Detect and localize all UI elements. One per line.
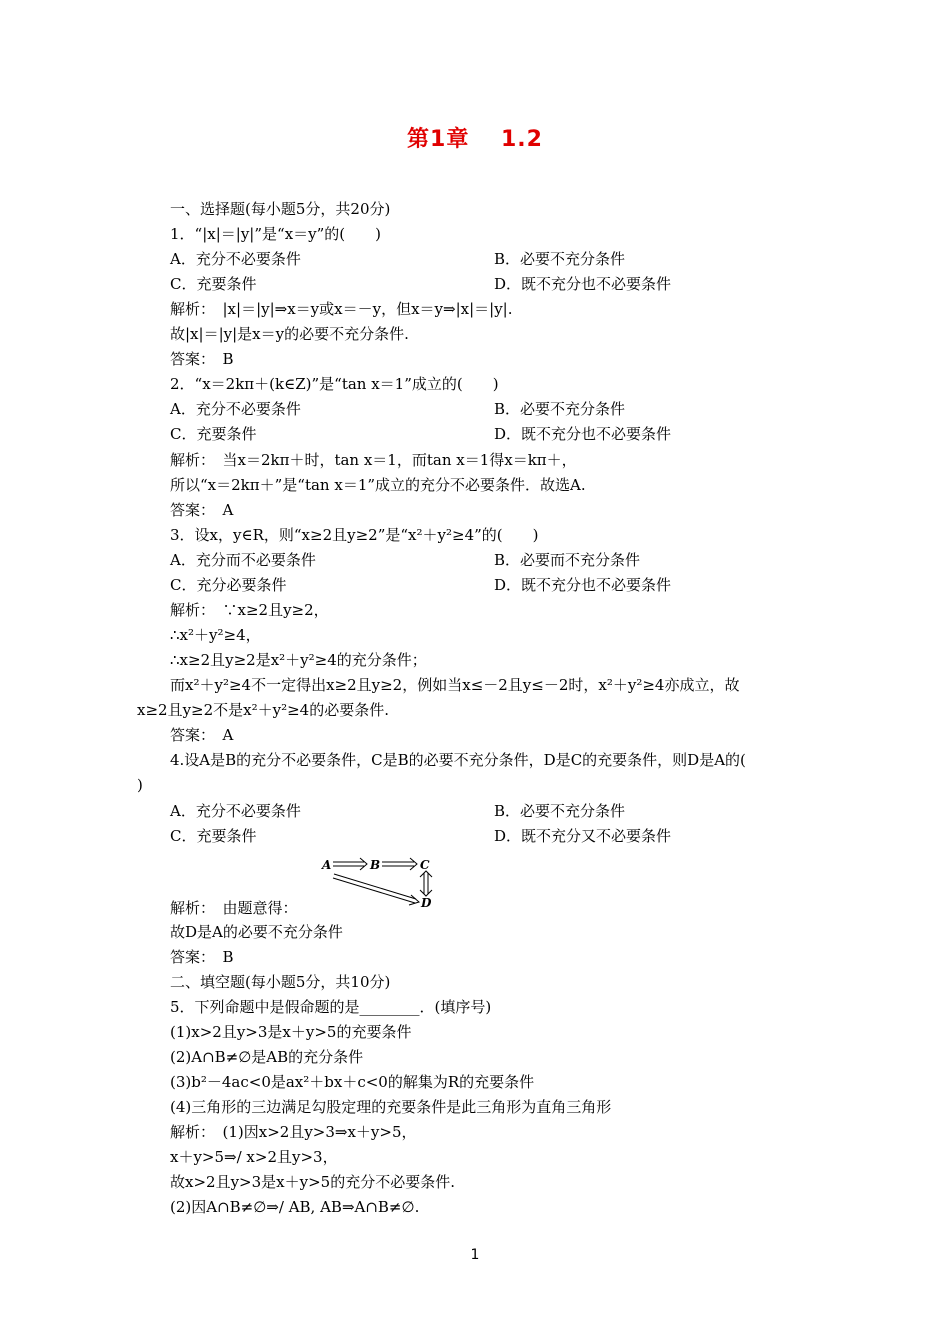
diagram-node-d: D (421, 896, 432, 910)
q2-option-a: A．充分不必要条件 (170, 400, 301, 418)
q2-analysis-2: 所以“x＝2kπ＋”是“tan x＝1”成立的充分不必要条件．故选A. (170, 476, 586, 494)
q3-option-b: B．必要而不充分条件 (494, 551, 641, 569)
q5-item-1: (1)x>2且y>3是x＋y>5的充要条件 (170, 1023, 412, 1041)
question-4-cont: ) (137, 776, 143, 794)
q1-option-b: B．必要不充分条件 (494, 250, 626, 268)
q4-option-c: C．充要条件 (170, 827, 257, 845)
q3-option-a: A．充分而不必要条件 (170, 551, 316, 569)
diagram-node-a: A (322, 858, 332, 872)
q3-analysis-4: 而x²＋y²≥4不一定得出x≥2且y≥2，例如当x≤－2且y≤－2时，x²＋y²≥4亦成立，故 (170, 676, 740, 694)
q3-analysis-5: x≥2且y≥2不是x²＋y²≥4的必要条件. (137, 701, 389, 719)
implication-diagram (320, 852, 440, 910)
q1-option-c: C．充要条件 (170, 275, 257, 293)
question-1: 1．“|x|＝|y|”是“x＝y”的( ) (170, 225, 382, 243)
q2-option-c: C．充要条件 (170, 425, 257, 443)
q3-analysis-3: ∴x≥2且y≥2是x²＋y²≥4的充分条件； (170, 651, 427, 669)
arrow-a-d-line2 (333, 878, 415, 903)
arrow-b-c-head (410, 858, 417, 870)
q4-option-d: D．既不充分又不必要条件 (494, 827, 672, 845)
section-heading-choice: 一、选择题(每小题5分，共20分) (170, 200, 391, 218)
q5-analysis-4: (2)因A∩B≠∅⇒/ AB, AB⇒A∩B≠∅. (170, 1198, 420, 1216)
q5-item-3: (3)b²－4ac<0是ax²＋bx＋c<0的解集为R的充要条件 (170, 1073, 535, 1091)
q1-analysis-2: 故|x|＝|y|是x＝y的必要不充分条件. (170, 325, 409, 343)
q2-option-b: B．必要不充分条件 (494, 400, 626, 418)
q1-option-a: A．充分不必要条件 (170, 250, 301, 268)
diagram-node-c: C (420, 858, 430, 872)
q5-item-2: (2)A∩B≠∅是AB的充分条件 (170, 1048, 364, 1066)
q5-analysis-2: x＋y>5⇒/ x>2且y>3， (170, 1148, 338, 1166)
diagram-node-b: B (370, 858, 381, 872)
q1-analysis: 解析： |x|＝|y|⇒x＝y或x＝－y，但x＝y⇒|x|＝|y|. (170, 300, 513, 318)
q3-analysis: 解析： ∵x≥2且y≥2， (170, 601, 329, 619)
q4-analysis: 解析： 由题意得： (170, 899, 298, 917)
q3-analysis-2: ∴x²＋y²≥4， (170, 626, 261, 644)
question-4: 4.设A是B的充分不必要条件，C是B的必要不充分条件，D是C的充要条件，则D是A的( (170, 751, 746, 769)
question-3: 3．设x，y∈R，则“x≥2且y≥2”是“x²＋y²≥4”的( ) (170, 526, 539, 544)
q5-analysis-3: 故x>2且y>3是x＋y>5的充分不必要条件. (170, 1173, 455, 1191)
q2-answer: 答案： A (170, 501, 234, 519)
section-heading-fill: 二、填空题(每小题5分，共10分) (170, 973, 391, 991)
q2-analysis: 解析： 当x＝2kπ＋时，tan x＝1，而tan x＝1得x＝kπ＋， (170, 451, 577, 469)
q4-analysis-2: 故D是A的必要不充分条件 (170, 923, 343, 941)
arrow-a-d-head (409, 895, 419, 905)
arrow-a-b-head (360, 858, 367, 870)
q4-option-b: B．必要不充分条件 (494, 802, 626, 820)
page-title: 第1章 1.2 (407, 127, 543, 152)
page-number: 1 (470, 1247, 480, 1263)
q5-item-4: (4)三角形的三边满足勾股定理的充要条件是此三角形为直角三角形 (170, 1098, 612, 1116)
q3-option-d: D．既不充分也不必要条件 (494, 576, 672, 594)
question-2: 2．“x＝2kπ＋(k∈Z)”是“tan x＝1”成立的( ) (170, 375, 499, 393)
q4-option-a: A．充分不必要条件 (170, 802, 301, 820)
q1-option-d: D．既不充分也不必要条件 (494, 275, 672, 293)
arrow-a-d-line1 (334, 874, 416, 899)
q2-option-d: D．既不充分也不必要条件 (494, 425, 672, 443)
q1-answer: 答案： B (170, 350, 234, 368)
q3-answer: 答案： A (170, 726, 234, 744)
question-5: 5．下列命题中是假命题的是________．(填序号) (170, 998, 492, 1016)
q4-answer: 答案： B (170, 948, 234, 966)
q3-option-c: C．充分必要条件 (170, 576, 287, 594)
q5-analysis: 解析： (1)因x>2且y>3⇒x＋y>5， (170, 1123, 417, 1141)
